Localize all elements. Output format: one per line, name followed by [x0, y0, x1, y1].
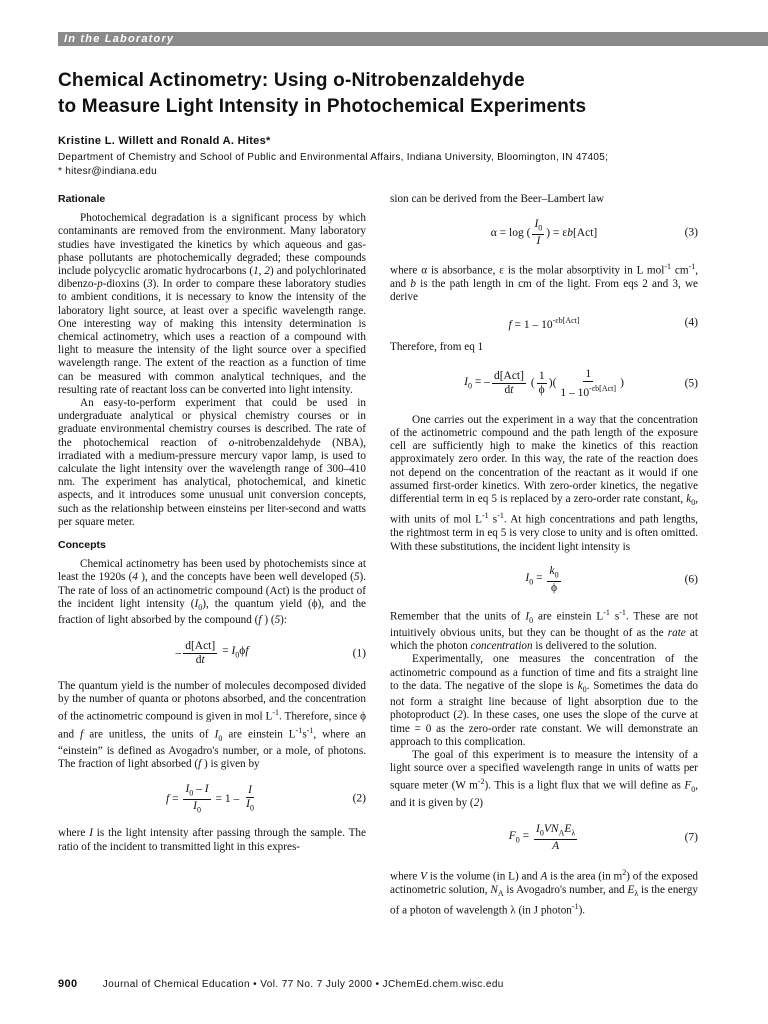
- paragraph: Chemical actinometry has been used by photochemists since at least the 1920s (4 ), and the concepts have been well developed (5). The rate of loss of an actinometric compound (Act) is the product of the incident light intensity $(I_0)$, the quantum yield (ϕ), and the fraction of light absorbed by the compound (f ) (5):: [58, 558, 367, 627]
- journal-info: Journal of Chemical Education • Vol. 77 No. 7 July 2000 • JChemEd.chem.wisc.edu: [102, 979, 504, 990]
- equation-5: $I_0$ = – $\frac{\text{d[Act]}}{dt}$ ( $\frac{1}{\phi}$ )( $\frac{1}{1 - 10^{-\varepsilon b[Act]}}$ ) (5): [464, 367, 698, 399]
- left-column: [58, 193, 366, 854]
- equation-4: $f = 1 - 10^{-\varepsilon b[Act]}$ (4): [508, 315, 698, 331]
- paragraph: Photochemical degradation is a significant process by which contaminants are removed from the environment. Many laboratory studies have investigated the kinetics by which aqueous and gas-phase pollutants are photochemically degraded; these compounds include polycyclic aromatic hydrocarbons (1, 2) and polychlorinated dibenzo-p-dioxins (3). In order to compare these laboratory studies to ambient conditions, it is necessary to know the intensity of the laboratory light source, at least over a specific wavelength range. One interesting way of making this intensity determination is chemical actinometry, which uses a reaction of a compound with light to measure the intensity of the light source over a specified wavelength range. The extent of the reaction as a function of time can be measured with common analytical techniques, and the resulting rate of reactant loss can be converted into light intensity.: [58, 212, 367, 396]
- heading-rationale: Rationale: [58, 193, 106, 205]
- equation-3: α = log ( $\frac{I_0}{I}$ ) = εb[Act] (3): [490, 218, 698, 248]
- section-banner: [58, 32, 768, 46]
- paragraph: where I is the light intensity after passing through the sample. The ratio of the incident to transmitted light in this expres-: [58, 827, 366, 853]
- paragraph: An easy-to-perform experiment that could be used in undergraduate analytical or physical chemistry courses or in graduate environmental chemistry courses is described. The rate of the photochemical reaction of o-nitrobenzaldehyde (NBA), irradiated with a medium-pressure mercury vapor lamp, is used to calculate the light intensity over the wavelength range of 300–410 nm. The experiment has analytical, photochemical, and kinetic aspects, and it introduces some unusual unit conversion concepts, such as the relationship between einsteins per liter-second and watts per square meter.: [58, 397, 366, 528]
- paragraph: sion can be derived from the Beer–Lambert law: [390, 193, 605, 205]
- paragraph: Therefore, from eq 1: [390, 340, 484, 353]
- page-footer: [58, 978, 758, 990]
- equation-1: – $\frac{\text{d[Act]}}{dt}$ = $I_0\phi f$ (1): [175, 640, 366, 667]
- paragraph: The quantum yield is the number of molecules decomposed divided by the number of quanta or photons absorbed, and the concentration of the actinometric compound is given in mol $L^{-1}$. Therefore, since ϕ and f are unitless, the units of $I_0$ are einstein $L^{-1}s^{-1}$, where an “einstein” is defined as Avogadro's number, or a mole, of photons. The fraction of light absorbed (f ) is given by: [58, 679, 367, 771]
- right-column: [390, 193, 698, 918]
- heading-concepts: Concepts: [58, 539, 106, 552]
- article-title: Chemical Actinometry: Using o-Nitrobenzaldehyde to Measure Light Intensity in Photochemical Experiments: [58, 70, 587, 117]
- paragraph: The goal of this experiment is to measure the intensity of a light source over a specified wavelength range in units of watts per square meter (W $m^{-2}$). This is a light flux that we will define as $F_0$, and it is given by (2): [390, 748, 698, 809]
- authors: Kristine L. Willett and Ronald A. Hites*: [58, 135, 271, 147]
- paragraph: where V is the volume (in L) and A is the area (in $m^2$) of the exposed actinometric solution, $N_A$ is Avogadro's number, and $E_\lambda$ is the energy of a photon of wavelength λ (in J photon$^{-1}$).: [390, 867, 698, 917]
- equation-6: $I_0$ = $\frac{k_0}{\phi}$ (6): [525, 564, 698, 594]
- paragraph: where α is absorbance, ε is the molar absorptivity in L mol$^{-1}$ $cm^{-1}$, and b is the path length in cm of the light. From eqs 2 and 3, we derive: [390, 262, 699, 304]
- paragraph: One carries out the experiment in a way that the concentration of the actinometric compound and the path length of the exposure cell are sufficiently high to make the kinetics of this reaction approximately zero order. In this way, the rate of the reaction does not depend on the concentration of the reactant as it would if one assumed first-order kinetics. With zero-order kinetics, the negative differential term in eq 5 is replaced by a zero-order rate constant, $k_0$, with units of mol $L^{-1}$ $s^{-1}$. At high concentrations and path lengths, the rightmost term in eq 5 is very close to unity and is often omitted. With these substitutions, the incident light intensity is: [390, 413, 698, 553]
- equation-7: $F_0$ = $\frac{I_0VN_AE_\lambda}{A}$ (7): [508, 822, 698, 852]
- equation-2: f = $\frac{I_0 - I}{I_0}$ = 1 – $\frac{I}{I_0}$ (2): [166, 782, 366, 815]
- paragraph: Remember that the units of $I_0$ are einstein $L^{-1}$ $s^{-1}$. These are not intuitively obvious units, but they can be thought of as the rate at which the photon concentration is delivered to the solution.: [390, 607, 699, 653]
- page-number: 900: [58, 978, 78, 990]
- affiliation: Department of Chemistry and School of Public and Environmental Affairs, Indiana University, Bloomington, IN 47405; * hitesr@indiana.edu: [58, 152, 609, 177]
- section-label: In the Laboratory: [64, 33, 175, 45]
- paragraph: Experimentally, one measures the concentration of the actinometric compound as a function of time and fits a straight line to the data. The negative of the slope is $k_0$. Sometimes the data do not form a straight line because of light absorption due to the photoproduct (2). In these cases, one uses the slope of the curve at time = 0 as the zero-order rate constant. We will demonstrate an approach to this complication.: [390, 653, 698, 748]
